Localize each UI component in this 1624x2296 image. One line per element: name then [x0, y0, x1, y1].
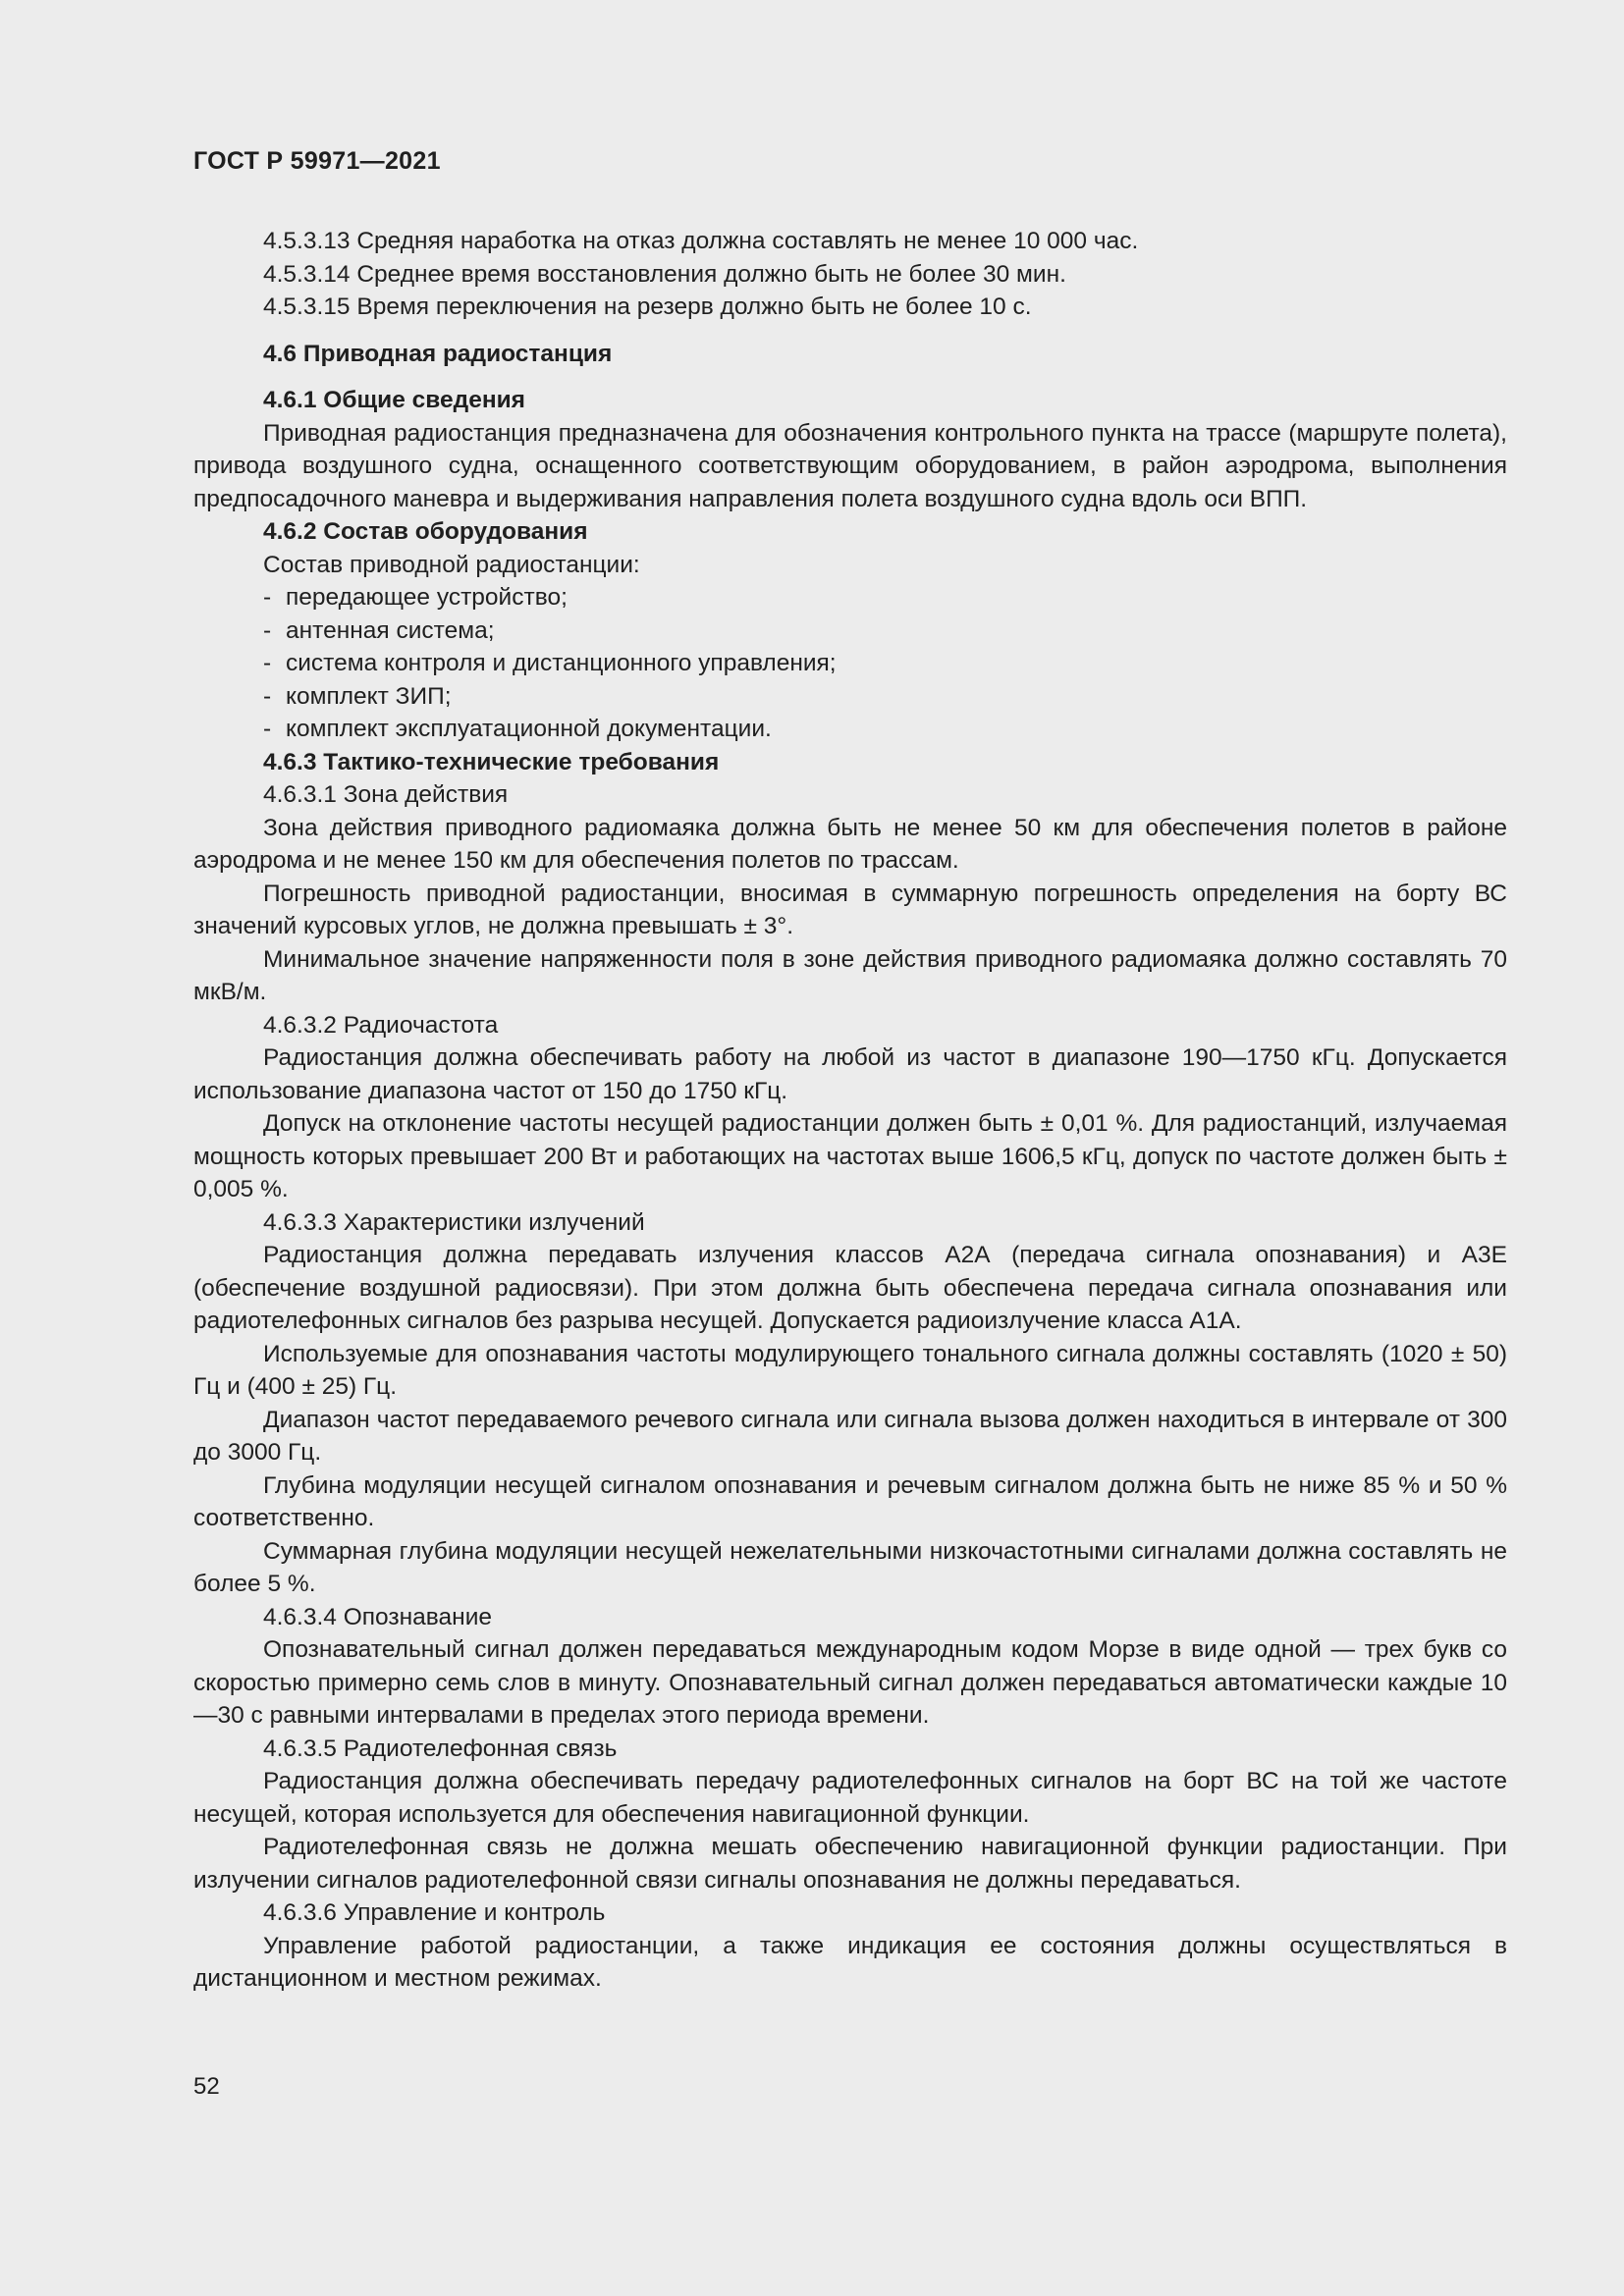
section-4-6-2-title: 4.6.2 Состав оборудования	[263, 518, 588, 545]
clause-4-5-3-14: 4.5.3.14 Среднее время восстановления должно быть не более 30 мин.	[263, 260, 1066, 288]
equipment-list-item	[193, 647, 1507, 680]
section-4-6-3-title: 4.6.3 Тактико-технические требования	[263, 748, 720, 775]
modulation-depth-paragraph: Глубина модуляции несущей сигналом опознавания и речевым сигналом должна быть не ниже 85 % и 50 % соответственно.	[193, 1471, 1507, 1531]
section-4-6-3-6-title: 4.6.3.6 Управление и контроль	[263, 1899, 606, 1926]
control-paragraph: Управление работой радиостанции, а также индикация ее состояния должны осуществляться в дистанционном и местном режимах.	[193, 1932, 1507, 1992]
list-dash: -	[263, 616, 272, 644]
emission-classes-paragraph: Радиостанция должна передавать излучения классов А2А (передача сигнала опознавания) и А3Е (обеспечение воздушной радиосвязи). При этом должна быть обеспечена передача сигнала опознавания или радиотелефонных сигналов без разрыва несущей. Допускается радиоизлучение класса А1А.	[193, 1242, 1507, 1334]
list-item-text: система контроля и дистанционного управления;	[286, 650, 837, 676]
identification-paragraph: Опознавательный сигнал должен передаваться международным кодом Морзе в виде одной — трех букв со скоростью примерно семь слов в минуту. Опознавательный сигнал должен передаваться автоматически каждые 10—30 с равными интервалами в пределах этого периода времени.	[193, 1636, 1507, 1729]
document-header: ГОСТ Р 59971—2021	[193, 147, 441, 175]
list-dash: -	[263, 650, 272, 676]
list-dash: -	[263, 584, 272, 611]
clause-4-5-3-15: 4.5.3.15 Время переключения на резерв должно быть не более 10 с.	[263, 294, 1032, 320]
section-4-6-1-text: Приводная радиостанция предназначена для обозначения контрольного пункта на трассе (маршруте полета), привода воздушного судна, оснащенного соответствующим оборудованием, в район аэродрома, выполнения предпосадочного маневра и выдерживания направления полета воздушного судна вдоль оси ВПП.	[193, 419, 1507, 512]
list-dash: -	[263, 682, 272, 710]
page-number: 52	[193, 2073, 220, 2100]
section-4-6-3-1-title: 4.6.3.1 Зона действия	[263, 781, 509, 808]
equipment-list-item	[193, 614, 1507, 648]
tone-frequencies-paragraph: Используемые для опознавания частоты модулирующего тонального сигнала должны составлять (1020 ± 50) Гц и (400 ± 25) Гц.	[193, 1340, 1507, 1400]
list-item-text: передающее устройство;	[286, 584, 568, 611]
bearing-error-paragraph: Погрешность приводной радиостанции, вносимая в суммарную погрешность определения на борту ВС значений курсовых углов, не должна превышать ± 3°.	[193, 880, 1507, 939]
clause-4-5-3-13: 4.5.3.13 Средняя наработка на отказ должна составлять не менее 10 000 час.	[263, 228, 1139, 254]
section-4-6-3-4-title: 4.6.3.4 Опознавание	[263, 1603, 493, 1630]
radiotelephone-paragraph-2: Радиотелефонная связь не должна мешать обеспечению навигационной функции радиостанции. При излучении сигналов радиотелефонной связи сигналы опознавания не должны передаваться.	[193, 1834, 1507, 1894]
section-4-6-1-title: 4.6.1 Общие сведения	[263, 387, 525, 413]
radiotelephone-paragraph-1: Радиостанция должна обеспечивать передачу радиотелефонных сигналов на борт ВС на той же частоте несущей, которая используется для обеспечения навигационной функции.	[193, 1768, 1507, 1828]
equipment-list-item	[193, 713, 1507, 746]
equipment-list-item	[193, 680, 1507, 714]
field-strength-paragraph: Минимальное значение напряженности поля в зоне действия приводного радиомаяка должно составлять 70 мкВ/м.	[193, 945, 1507, 1005]
list-dash: -	[263, 716, 272, 742]
coverage-paragraph: Зона действия приводного радиомаяка должна быть не менее 50 км для обеспечения полетов в районе аэродрома и не менее 150 км для обеспечения полетов по трассам.	[193, 814, 1507, 874]
list-item-text: комплект ЗИП;	[286, 682, 452, 710]
document-body	[193, 225, 1507, 1996]
speech-band-paragraph: Диапазон частот передаваемого речевого сигнала или сигнала вызова должен находиться в интервале от 300 до 3000 Гц.	[193, 1406, 1507, 1466]
list-item-text: комплект эксплуатационной документации.	[286, 716, 772, 742]
section-4-6-3-3-title: 4.6.3.3 Характеристики излучений	[263, 1208, 645, 1236]
section-4-6-title: 4.6 Приводная радиостанция	[263, 340, 613, 367]
frequency-tolerance-paragraph: Допуск на отклонение частоты несущей радиостанции должен быть ± 0,01 %. Для радиостанций, излучаемая мощность которых превышает 200 Вт и работающих на частотах выше 1606,5 кГц, допуск по частоте должен быть ± 0,005 %.	[193, 1110, 1507, 1202]
spurious-modulation-paragraph: Суммарная глубина модуляции несущей нежелательными низкочастотными сигналами должна составлять не более 5 %.	[193, 1537, 1507, 1597]
list-item-text: антенная система;	[286, 616, 495, 644]
section-4-6-2-intro: Состав приводной радиостанции:	[263, 551, 640, 578]
section-4-6-3-5-title: 4.6.3.5 Радиотелефонная связь	[263, 1735, 618, 1762]
section-4-6-3-2-title: 4.6.3.2 Радиочастота	[263, 1011, 499, 1039]
equipment-list-item	[193, 581, 1507, 614]
frequency-range-paragraph: Радиостанция должна обеспечивать работу на любой из частот в диапазоне 190—1750 кГц. Допускается использование диапазона частот от 150 до 1750 кГц.	[193, 1044, 1507, 1104]
